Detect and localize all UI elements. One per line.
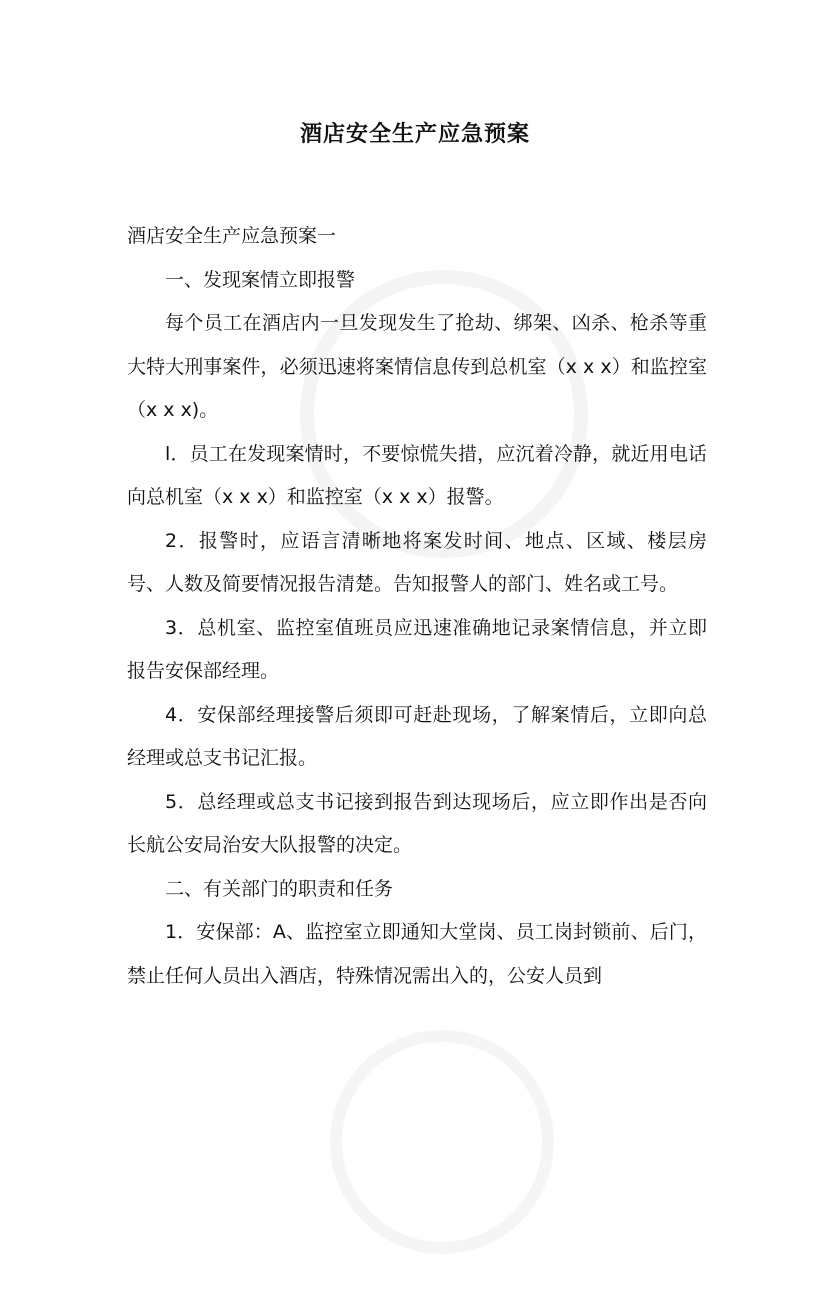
paragraph-item-3: 3．总机室、监控室值班员应迅速准确地记录案情信息，并立即报告安保部经理。: [127, 616, 707, 682]
paragraph-item-1: l．员工在发现案情时，不要惊慌失措，应沉着冷静，就近用电话向总机室（x x x）和监控室（x x x）报警。: [127, 442, 707, 508]
paragraph-item-4: 4．安保部经理接警后须即可赶赴现场，了解案情后，立即向总经理或总支书记汇报。: [127, 703, 707, 769]
paragraph-item-2: 2．报警时，应语言清晰地将案发时间、地点、区域、楼层房号、人数及简要情况报告清楚。告知报警人的部门、姓名或工号。: [127, 529, 707, 595]
paragraph-item-5: 5．总经理或总支书记接到报告到达现场后，应立即作出是否向长航公安局治安大队报警的决定。: [127, 790, 707, 856]
paragraph-section-1-heading: 一、发现案情立即报警: [165, 268, 356, 291]
paragraph-intro: 每个员工在酒店内一旦发现发生了抢劫、绑架、凶杀、枪杀等重大特大刑事案件，必须迅速将案情信息传到总机室（x x x）和监控室（x x x)。: [127, 312, 707, 421]
paragraph-section-2-item-1: 1．安保部：A、监控室立即通知大堂岗、员工岗封锁前、后门，禁止任何人员出入酒店，特殊情况需出入的，公安人员到: [127, 921, 707, 987]
paragraph-section-2-heading: 二、有关部门的职责和任务: [165, 877, 394, 900]
watermark-bottom: [289, 989, 595, 1295]
document-body: [127, 215, 707, 998]
page-title: 酒店安全生产应急预案: [299, 122, 530, 147]
paragraph-subtitle: 酒店安全生产应急预案一: [127, 225, 337, 247]
